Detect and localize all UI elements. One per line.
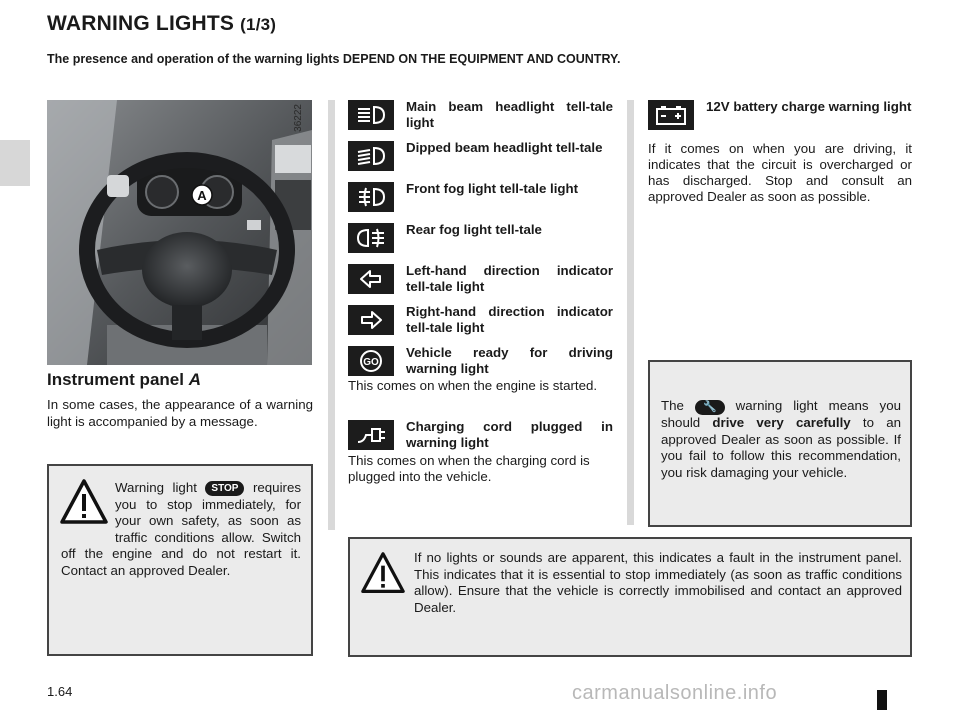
svg-text:GO: GO <box>363 357 379 368</box>
instrument-panel-heading: Instrument panel A <box>47 370 201 389</box>
stop-warning-text: Warning light STOP requires you to stop immediately, for your own safety, as soon as traffic conditions allow. Switch off the engine and do not restart it. Contact an approved Dealer. <box>61 480 301 578</box>
column-divider-left <box>328 100 335 530</box>
instrument-panel-photo <box>47 100 312 365</box>
page-subtitle: The presence and operation of the warning lights DEPEND ON THE EQUIPMENT AND COUNTRY. <box>47 52 621 66</box>
front-fog-label: Front fog light tell-tale light <box>406 181 579 196</box>
charging-description: This comes on when the charging cord is plugged into the vehicle. <box>348 453 590 484</box>
go-icon <box>348 346 394 376</box>
charging-plug-icon <box>348 420 394 450</box>
stop-warning-box <box>47 464 313 656</box>
corner-mark <box>877 690 887 710</box>
left-indicator-label: Left-hand direction indicator tell-tale light <box>406 263 613 294</box>
right-indicator-label: Right-hand direction indicator tell-tale light <box>406 304 613 335</box>
chapter-tab <box>0 140 30 186</box>
service-warning-box <box>648 360 912 527</box>
go-description: This comes on when the engine is started. <box>348 378 598 393</box>
watermark: carmanualsonline.info <box>572 682 778 704</box>
front-fog-icon <box>348 182 394 212</box>
go-label: Vehicle ready for driving warning light <box>406 345 613 376</box>
main-beam-label: Main beam headlight tell-tale light <box>406 99 613 130</box>
service-warning-text: The 🔧 warning light means you should drive very carefully to an approved Dealer as soon as possible. If you fail to follow this recommendation, you risk damaging your vehicle. <box>661 398 901 480</box>
charging-label: Charging cord plugged in warning light <box>406 419 613 450</box>
column-divider-right <box>627 100 634 525</box>
battery-description: If it comes on when you are driving, it indicates that the circuit is overcharged or has discharged. Stop and consult an approved Dealer as soon as possible. <box>648 141 912 204</box>
warning-triangle-icon <box>59 478 109 526</box>
instrument-panel-text: In some cases, the appearance of a warning light is accompanied by a message. <box>47 397 313 429</box>
dipped-beam-icon <box>348 141 394 171</box>
right-indicator-icon <box>348 305 394 335</box>
rear-fog-label: Rear fog light tell-tale <box>406 222 542 237</box>
warning-triangle-icon <box>360 551 406 595</box>
page-title: WARNING LIGHTS (1/3) <box>47 12 277 35</box>
battery-label: 12V battery charge warning light <box>706 99 912 114</box>
battery-icon <box>648 100 694 130</box>
main-beam-icon <box>348 100 394 130</box>
page-number: 1.64 <box>47 684 73 699</box>
image-number: 36222 <box>293 104 304 132</box>
fault-warning-box <box>348 537 912 657</box>
stop-badge: STOP <box>205 481 244 496</box>
wrench-icon: 🔧 <box>695 400 725 415</box>
fault-warning-text: If no lights or sounds are apparent, this indicates a fault in the instrument panel. This indicates that it is essential to stop immediately (as soon as traffic conditions allow). Ensure that the vehicle is correctly immobilised and contact an approved Dealer. <box>414 550 902 615</box>
callout-a: A <box>197 188 207 203</box>
rear-fog-icon <box>348 223 394 253</box>
dipped-beam-label: Dipped beam headlight tell-tale <box>406 140 603 155</box>
left-indicator-icon <box>348 264 394 294</box>
